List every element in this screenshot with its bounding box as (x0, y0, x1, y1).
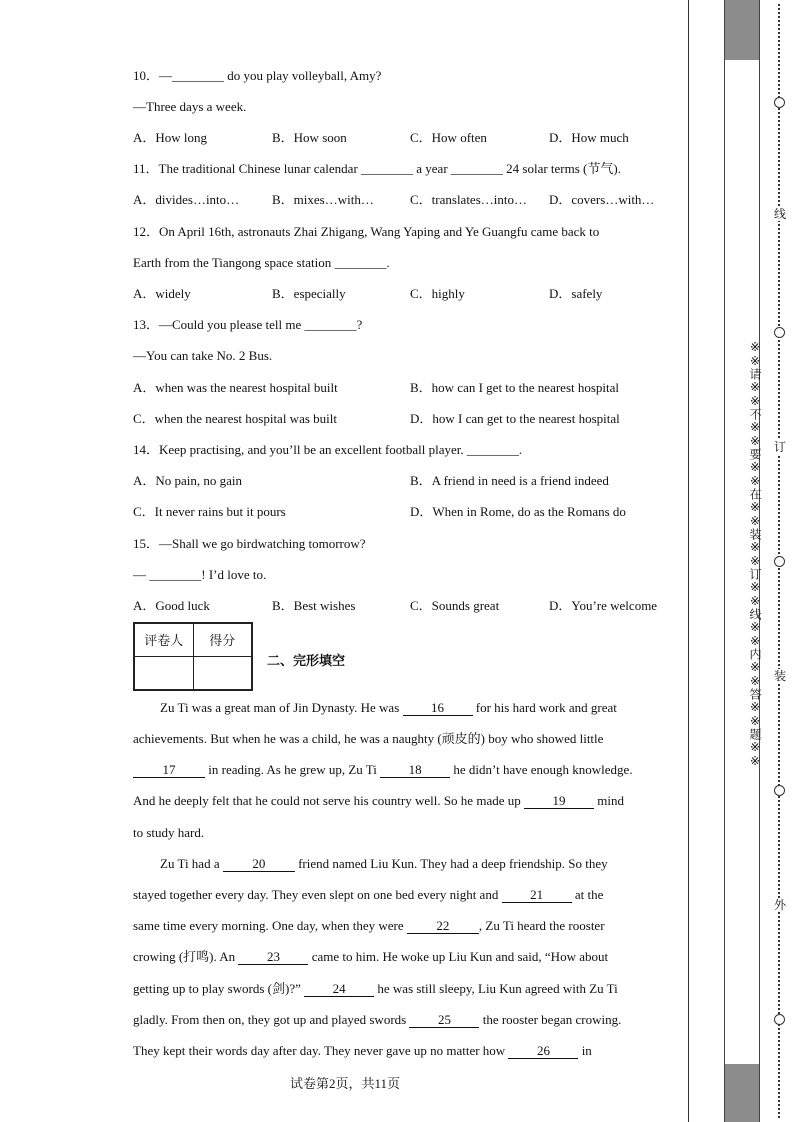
margin-border-line (688, 0, 689, 1122)
question-13-line-1: 13．—Could you please tell me ________? (133, 317, 363, 332)
question-12-option-c: C．highly (410, 286, 465, 301)
cloze-blank-21: 21 (502, 888, 572, 903)
question-10-option-c: C．How often (410, 130, 487, 145)
passage-text: , Zu Ti heard the rooster (478, 918, 605, 933)
question-13-option-d: D．how I can get to the nearest hospital (410, 411, 620, 426)
cut-line (772, 0, 788, 1122)
cloze-blank-24: 24 (304, 982, 374, 997)
passage-text: in (578, 1043, 592, 1058)
binding-shade-top (725, 0, 759, 60)
question-10-option-d: D．How much (549, 130, 629, 145)
punch-circle-icon (774, 1014, 785, 1025)
passage-line (133, 887, 603, 903)
passage-text: for his hard work and great (472, 700, 617, 715)
question-11-option-d: D．covers…with… (549, 192, 655, 207)
binding-label-ding: 订 (773, 440, 786, 454)
cloze-blank-18: 18 (380, 763, 450, 778)
passage-text: getting up to play swords (剑)?” (133, 981, 305, 996)
question-12-option-a: A．widely (133, 286, 191, 301)
question-12-option-d: D．safely (549, 286, 603, 301)
passage-text: in reading. As he grew up, Zu Ti (205, 762, 381, 777)
passage-text: mind (593, 793, 624, 808)
question-12-line-2: Earth from the Tiangong space station ________. (133, 255, 390, 270)
cloze-blank-22: 22 (407, 919, 479, 934)
score-header: 得分 (193, 623, 252, 656)
question-14: 14．Keep practising, and you’ll be an excellent football player. ________. (133, 442, 523, 457)
question-10-blank: ________ (172, 68, 225, 83)
question-11-option-b: B．mixes…with… (272, 192, 374, 207)
passage-text: gladly. From then on, they got up and played swords (133, 1012, 410, 1027)
passage-text: stayed together every day. They even slept on one bed every night and (133, 887, 502, 902)
punch-circle-icon (774, 556, 785, 567)
passage-line: to study hard. (133, 825, 205, 840)
binding-label-zhuang: 装 (773, 669, 786, 683)
passage-line (133, 981, 618, 997)
question-10-answer-line: —Three days a week. (133, 99, 247, 114)
question-14-option-d: D．When in Rome, do as the Romans do (410, 504, 626, 519)
passage-text: Zu Ti had a (160, 856, 223, 871)
question-11: 11．The traditional Chinese lunar calendar ________ a year ________ 24 solar terms (节气). (133, 161, 621, 176)
question-12-line-1: 12．On April 16th, astronauts Zhai Zhigang, Wang Yaping and Ye Guangfu came back to (133, 224, 600, 239)
passage-text: friend named Liu Kun. They had a deep friendship. So they (294, 856, 608, 871)
question-10-option-a: A．How long (133, 130, 208, 145)
section-title: 二、完形填空 (267, 654, 346, 669)
binding-warning-text: ※※请※※不※※要※※在※※装※※订※※线※※内※※答※※题※※ (748, 340, 762, 768)
cloze-blank-16: 16 (403, 701, 473, 716)
question-10-option-b: B．How soon (272, 130, 347, 145)
passage-text: he didn’t have enough knowledge. (450, 762, 633, 777)
question-12-option-b: B．especially (272, 286, 346, 301)
passage-line (160, 856, 608, 872)
punch-circle-icon (774, 97, 785, 108)
cloze-blank-23: 23 (238, 950, 308, 965)
passage-text: he was still sleepy, Liu Kun agreed with Zu Ti (374, 981, 618, 996)
cloze-blank-17: 17 (133, 763, 205, 778)
passage-line (133, 918, 605, 934)
page-footer: 试卷第2页，共11页 (289, 1076, 401, 1091)
passage-line (133, 762, 633, 778)
passage-line: achievements. But when he was a child, he was a naughty (顽皮的) boy who showed little (133, 731, 604, 746)
punch-circle-icon (774, 327, 785, 338)
cloze-blank-25: 25 (409, 1013, 479, 1028)
passage-text: They kept their words day after day. They never gave up no matter how (133, 1043, 509, 1058)
question-14-option-b: B．A friend in need is a friend indeed (410, 473, 609, 488)
question-15-option-a: A．Good luck (133, 598, 210, 613)
passage-text: same time every morning. One day, when they were (133, 918, 407, 933)
passage-line (133, 793, 624, 809)
score-cell (193, 656, 252, 690)
question-13-option-b: B．how can I get to the nearest hospital (410, 380, 620, 395)
exam-page-content (133, 0, 668, 1122)
question-10-prefix: 10．— (133, 68, 173, 83)
punch-circle-icon (774, 785, 785, 796)
score-table (133, 622, 253, 691)
question-13-option-a: A．when was the nearest hospital built (133, 380, 338, 395)
passage-text: the rooster began crowing. (479, 1012, 622, 1027)
question-15-option-b: B．Best wishes (272, 598, 356, 613)
question-11-option-c: C．translates…into… (410, 192, 527, 207)
question-15-option-d: D．You’re welcome (549, 598, 658, 613)
question-14-option-c: C．It never rains but it pours (133, 504, 286, 519)
question-15-option-c: C．Sounds great (410, 598, 500, 613)
passage-line (160, 700, 617, 716)
passage-line (133, 1043, 592, 1059)
passage-text: crowing (打鸣). An (133, 949, 239, 964)
question-13-line-2: —You can take No. 2 Bus. (133, 348, 273, 363)
question-15-line-2: — ________! I’d love to. (133, 567, 267, 582)
passage-line (133, 949, 608, 965)
question-10-text: do you play volleyball, Amy? (224, 68, 382, 83)
passage-line (133, 1012, 621, 1028)
question-15-line-1: 15．—Shall we go birdwatching tomorrow? (133, 536, 366, 551)
binding-shade-bottom (725, 1064, 759, 1122)
passage-text: at the (571, 887, 604, 902)
passage-text: came to him. He woke up Liu Kun and said, “How about (308, 949, 609, 964)
cloze-blank-20: 20 (223, 857, 295, 872)
cloze-blank-19: 19 (524, 794, 594, 809)
passage-text: And he deeply felt that he could not serve his country well. So he made up (133, 793, 524, 808)
binding-label-xian: 线 (773, 207, 786, 221)
grader-header: 评卷人 (134, 623, 193, 656)
question-14-option-a: A．No pain, no gain (133, 473, 243, 488)
question-11-option-a: A．divides…into… (133, 192, 240, 207)
question-13-option-c: C．when the nearest hospital was built (133, 411, 337, 426)
cloze-blank-26: 26 (508, 1044, 578, 1059)
grader-cell (134, 656, 193, 690)
question-10 (133, 68, 381, 84)
passage-text: Zu Ti was a great man of Jin Dynasty. He was (160, 700, 403, 715)
binding-label-wai: 外 (773, 898, 786, 912)
